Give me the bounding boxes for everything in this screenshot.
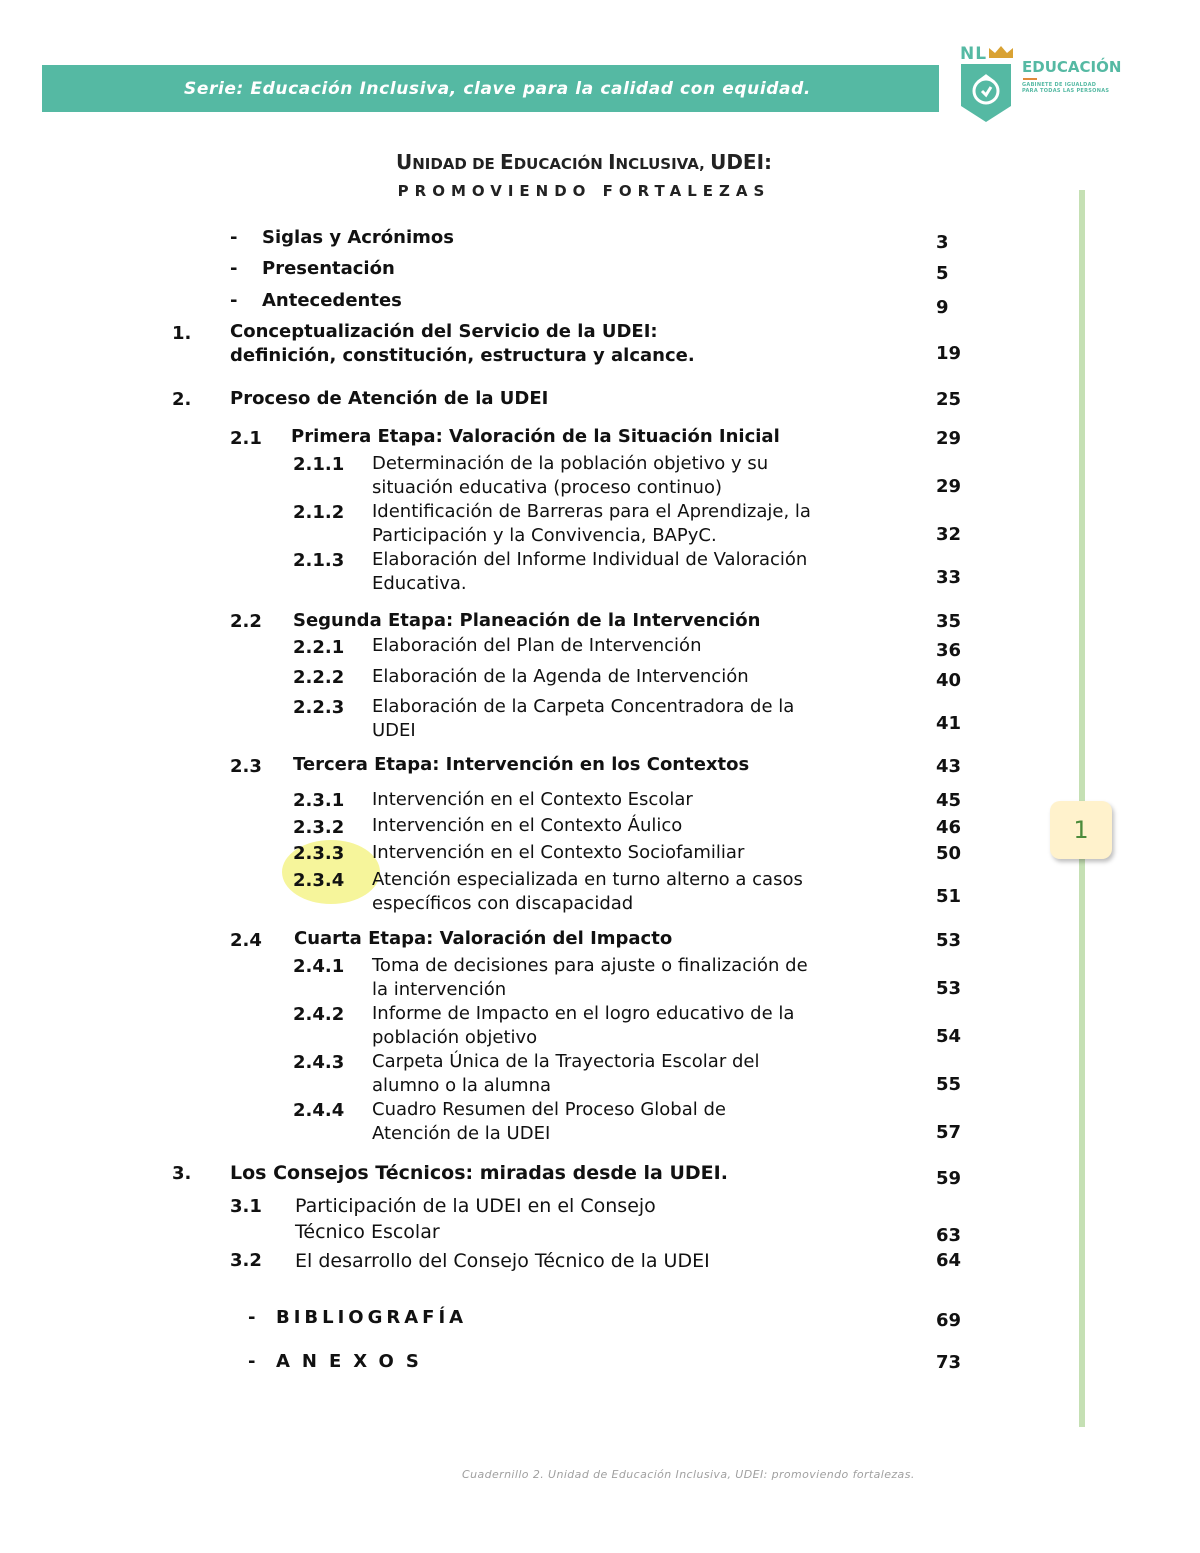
toc-entry-2-4[interactable]: Cuarta Etapa: Valoración del Impacto: [294, 928, 673, 949]
toc-entry-2-1-1-line1[interactable]: Determinación de la población objetivo y su: [372, 453, 769, 474]
toc-page: 73: [936, 1352, 962, 1373]
logo-tagline: [1022, 82, 1109, 94]
toc-page: 57: [936, 1122, 962, 1143]
toc-page: 29: [936, 476, 962, 497]
education-logo: [956, 44, 1131, 124]
toc-page: 43: [936, 756, 962, 777]
toc-number: 2.3: [230, 756, 262, 777]
toc-page: 55: [936, 1074, 962, 1095]
toc-entry-2-4-4-line1[interactable]: Cuadro Resumen del Proceso Global de: [372, 1099, 726, 1120]
toc-page: 45: [936, 790, 962, 811]
toc-entry-2-3-4-line2[interactable]: específicos con discapacidad: [372, 893, 634, 914]
toc-entry-2-2-3-line2[interactable]: UDEI: [372, 720, 416, 741]
toc-entry-2-1-3-line1[interactable]: Elaboración del Informe Individual de Valoración: [372, 549, 808, 570]
toc-entry-2-4-1-line2[interactable]: la intervención: [372, 979, 507, 1000]
toc-entry-2-4-1-line1[interactable]: Toma de decisiones para ajuste o finalización de: [372, 955, 808, 976]
toc-number: 2.1.3: [293, 550, 345, 571]
toc-page: 33: [936, 567, 962, 588]
toc-dash: -: [230, 290, 238, 311]
toc-number: 2.3.3: [293, 843, 345, 864]
toc-entry-bibliografia[interactable]: BIBLIOGRAFÍA: [276, 1307, 468, 1328]
toc-page: 9: [936, 297, 949, 318]
toc-page: 54: [936, 1026, 962, 1047]
toc-entry-2-3-3[interactable]: Intervención en el Contexto Sociofamiliar: [372, 842, 745, 863]
series-title: Serie: Educación Inclusiva, clave para la calidad con equidad.: [184, 78, 811, 99]
toc-entry-2-3-2[interactable]: Intervención en el Contexto Áulico: [372, 815, 683, 836]
toc-number: 2.3.2: [293, 817, 345, 838]
toc-entry-3-1-line1[interactable]: Participación de la UDEI en el Consejo: [295, 1195, 656, 1217]
toc-number: 3.: [172, 1163, 192, 1184]
toc-entry-2-4-3-line1[interactable]: Carpeta Única de la Trayectoria Escolar del: [372, 1051, 760, 1072]
toc-page: 5: [936, 263, 949, 284]
toc-entry-2-1-3-line2[interactable]: Educativa.: [372, 573, 467, 594]
toc-entry-2-2-3-line1[interactable]: Elaboración de la Carpeta Concentradora de la: [372, 696, 795, 717]
toc-entry-2-2-1[interactable]: Elaboración del Plan de Intervención: [372, 635, 702, 656]
toc-entry-3[interactable]: Los Consejos Técnicos: miradas desde la UDEI.: [230, 1162, 728, 1184]
toc-entry-presentacion[interactable]: Presentación: [262, 258, 395, 279]
toc-entry-1-line1[interactable]: Conceptualización del Servicio de la UDEI:: [230, 321, 658, 342]
toc-page: 59: [936, 1168, 962, 1189]
toc-entry-2-4-3-line2[interactable]: alumno o la alumna: [372, 1075, 552, 1096]
series-banner: [42, 65, 939, 112]
toc-entry-2-1-1-line2[interactable]: situación educativa (proceso continuo): [372, 477, 722, 498]
shield-icon: [958, 62, 1014, 124]
toc-entry-3-1-line2[interactable]: Técnico Escolar: [295, 1221, 440, 1243]
toc-number: 2.1: [230, 428, 262, 449]
toc-entry-2-3-1[interactable]: Intervención en el Contexto Escolar: [372, 789, 693, 810]
logo-tagline-2: PARA TODAS LAS PERSONAS: [1022, 88, 1110, 94]
toc-page: 19: [936, 343, 962, 364]
toc-entry-antecedentes[interactable]: Antecedentes: [262, 290, 402, 311]
toc-number: 2.: [172, 389, 192, 410]
page-number-tab: 1: [1050, 801, 1112, 859]
toc-number: 2.2.2: [293, 667, 345, 688]
toc-number: 2.4.4: [293, 1100, 345, 1121]
page-footer: Cuadernillo 2. Unidad de Educación Inclusiva, UDEI: promoviendo fortalezas.: [462, 1468, 915, 1481]
toc-entry-2[interactable]: Proceso de Atención de la UDEI: [230, 388, 549, 409]
toc-number: 2.3.1: [293, 790, 345, 811]
toc-number: 1.: [172, 323, 192, 344]
toc-page: 32: [936, 524, 962, 545]
toc-entry-2-4-2-line1[interactable]: Informe de Impacto en el logro educativo de la: [372, 1003, 795, 1024]
toc-page: 51: [936, 886, 962, 907]
toc-entry-anexos[interactable]: ANEXOS: [276, 1351, 431, 1372]
toc-number: 2.1.2: [293, 502, 345, 523]
toc-page: 36: [936, 640, 962, 661]
toc-dash: -: [230, 227, 238, 248]
document-title: UNIDAD DE EDUCACIÓN INCLUSIVA, UDEI:: [395, 150, 773, 174]
logo-name: EDUCACIÓN: [1022, 58, 1122, 76]
logo-divider: [1023, 78, 1037, 80]
toc-page: 41: [936, 713, 962, 734]
logo-abbr: NL: [960, 44, 988, 64]
toc-number: 2.2.3: [293, 697, 345, 718]
toc-page: 69: [936, 1310, 962, 1331]
toc-entry-2-1[interactable]: Primera Etapa: Valoración de la Situación Inicial: [291, 426, 780, 447]
toc-entry-2-2-2[interactable]: Elaboración de la Agenda de Intervención: [372, 666, 749, 687]
toc-page: 25: [936, 389, 962, 410]
toc-number: 3.1: [230, 1196, 262, 1217]
toc-dash: -: [248, 1351, 256, 1372]
toc-number: 2.3.4: [293, 870, 345, 891]
toc-page: 63: [936, 1225, 962, 1246]
toc-number: 2.4: [230, 930, 262, 951]
toc-entry-3-2[interactable]: El desarrollo del Consejo Técnico de la UDEI: [295, 1250, 710, 1272]
toc-page: 50: [936, 843, 962, 864]
toc-entry-2-4-4-line2[interactable]: Atención de la UDEI: [372, 1123, 551, 1144]
toc-number: 2.2: [230, 611, 262, 632]
toc-entry-2-1-2-line1[interactable]: Identificación de Barreras para el Aprendizaje, la: [372, 501, 811, 522]
toc-entry-1-line2[interactable]: definición, constitución, estructura y alcance.: [230, 345, 695, 366]
toc-page: 40: [936, 670, 962, 691]
toc-entry-siglas[interactable]: Siglas y Acrónimos: [262, 227, 454, 248]
toc-number: 2.4.1: [293, 956, 345, 977]
toc-number: 3.2: [230, 1250, 262, 1271]
toc-entry-2-2[interactable]: Segunda Etapa: Planeación de la Intervención: [293, 610, 761, 631]
toc-entry-2-4-2-line2[interactable]: población objetivo: [372, 1027, 538, 1048]
toc-page: 35: [936, 611, 962, 632]
toc-number: 2.4.3: [293, 1052, 345, 1073]
document-subtitle: PROMOVIENDO FORTALEZAS: [397, 182, 771, 200]
toc-page: 29: [936, 428, 962, 449]
toc-number: 2.2.1: [293, 637, 345, 658]
logo-tagline-1: GABINETE DE IGUALDAD: [1022, 82, 1097, 88]
toc-dash: -: [230, 258, 238, 279]
toc-entry-2-1-2-line2[interactable]: Participación y la Convivencia, BAPyC.: [372, 525, 717, 546]
toc-page: 53: [936, 978, 962, 999]
toc-number: 2.1.1: [293, 454, 345, 475]
crown-icon: [988, 45, 1014, 59]
toc-page: 64: [936, 1250, 962, 1271]
toc-dash: -: [248, 1307, 256, 1328]
toc-page: 46: [936, 817, 962, 838]
toc-number: 2.4.2: [293, 1004, 345, 1025]
toc-page: 3: [936, 232, 949, 253]
toc-entry-2-3[interactable]: Tercera Etapa: Intervención en los Contextos: [293, 754, 750, 775]
toc-entry-2-3-4-line1[interactable]: Atención especializada en turno alterno a casos: [372, 869, 803, 890]
toc-page: 53: [936, 930, 962, 951]
